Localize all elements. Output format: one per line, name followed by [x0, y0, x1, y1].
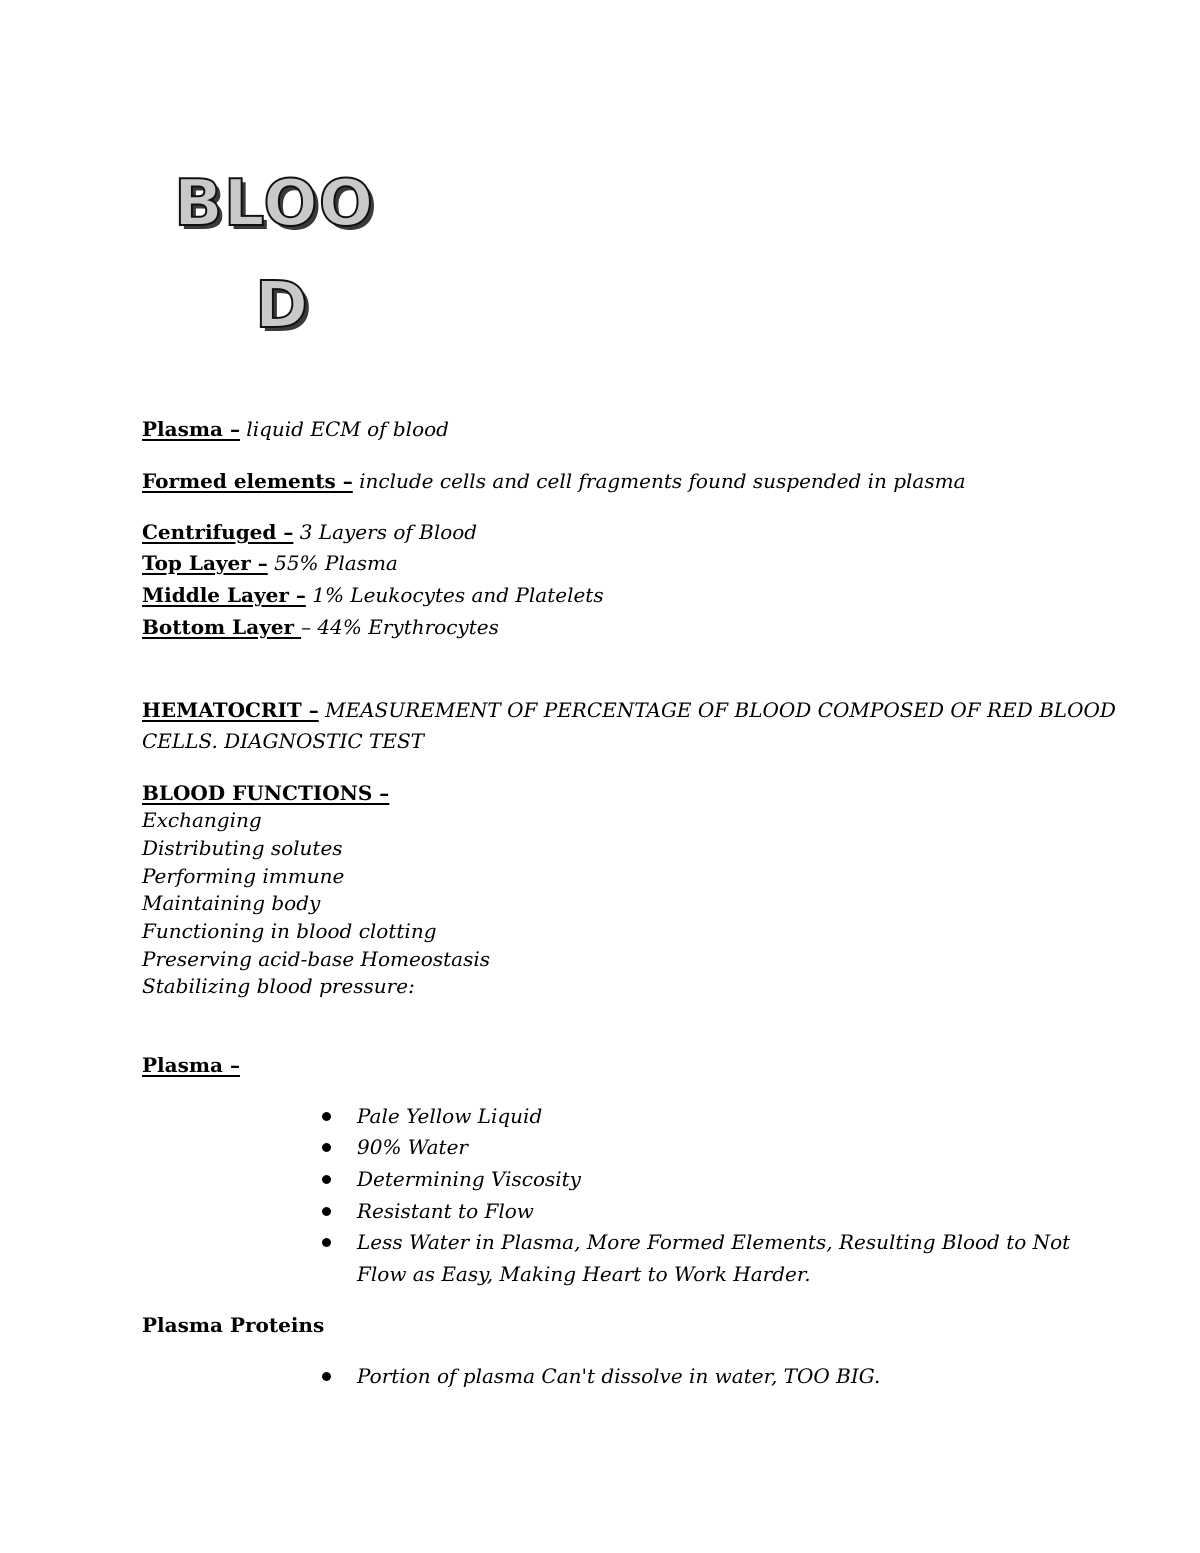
- bullet-dot-icon: [322, 1112, 331, 1121]
- bullet-dot-icon: [322, 1372, 331, 1381]
- function-item: Functioning in blood clotting: [142, 919, 437, 943]
- list-item: Pale Yellow Liquid: [357, 1104, 543, 1128]
- function-item: Preserving acid-base Homeostasis: [142, 947, 490, 971]
- definition-text: 55% Plasma: [267, 551, 398, 575]
- plasma-section-heading: [142, 1053, 240, 1077]
- definition-text: liquid ECM of blood: [239, 417, 449, 441]
- bullet-dot-icon: [322, 1207, 331, 1216]
- definition-term: Formed elements –: [142, 469, 353, 493]
- list-item: 90% Water: [357, 1135, 468, 1159]
- bullet-dot-icon: [322, 1238, 331, 1247]
- definition-centrifuged: [142, 520, 477, 544]
- definition-bottom-layer: [142, 615, 499, 639]
- plasma-proteins-heading: [142, 1313, 324, 1337]
- hematocrit-term: HEMATOCRIT –: [142, 698, 319, 722]
- definition-text: – 44% Erythrocytes: [301, 615, 499, 639]
- function-item: Performing immune: [142, 864, 345, 888]
- definition-top-layer: [142, 551, 398, 575]
- function-item: Maintaining body: [142, 891, 321, 915]
- definition-term: Centrifuged –: [142, 520, 294, 544]
- definition-middle-layer: [142, 583, 604, 607]
- definition-formed-elements: [142, 469, 966, 493]
- section-heading: Plasma –: [142, 1053, 240, 1077]
- definition-term: Plasma –: [142, 417, 240, 441]
- function-item: Stabilizing blood pressure:: [142, 974, 415, 998]
- list-item: Less Water in Plasma, More Formed Elements, Resulting Blood to Not: [357, 1230, 1071, 1254]
- page-title-line-2: D: [255, 269, 310, 343]
- definition-term: Middle Layer –: [142, 583, 306, 607]
- section-heading: Plasma Proteins: [142, 1313, 325, 1337]
- definition-text: 3 Layers of Blood: [293, 520, 478, 544]
- definition-plasma: [142, 417, 449, 441]
- function-item: Distributing solutes: [142, 836, 343, 860]
- section-heading: BLOOD FUNCTIONS –: [142, 781, 390, 805]
- definition-text: 1% Leukocytes and Platelets: [305, 583, 604, 607]
- list-item: Determining Viscosity: [357, 1167, 581, 1191]
- hematocrit-def-2: CELLS. DIAGNOSTIC TEST: [142, 729, 425, 753]
- function-item: Exchanging: [142, 808, 262, 832]
- list-item: Portion of plasma Can't dissolve in water, TOO BIG.: [357, 1364, 881, 1388]
- definition-term: Top Layer –: [142, 551, 268, 575]
- hematocrit-def-1: MEASUREMENT OF PERCENTAGE OF BLOOD COMPOSED OF RED BLOOD: [318, 698, 1116, 722]
- list-item: Resistant to Flow: [357, 1199, 534, 1223]
- blood-functions-heading: [142, 781, 389, 805]
- list-item-continuation: Flow as Easy, Making Heart to Work Harder.: [357, 1262, 811, 1286]
- definition-text: include cells and cell fragments found suspended in plasma: [352, 469, 966, 493]
- hematocrit-line-2: [142, 729, 424, 753]
- definition-term: Bottom Layer: [142, 615, 302, 639]
- page-title-line-1: BLOO: [174, 167, 375, 241]
- bullet-dot-icon: [322, 1143, 331, 1152]
- hematocrit-line-1: [142, 698, 1116, 722]
- bullet-dot-icon: [322, 1175, 331, 1184]
